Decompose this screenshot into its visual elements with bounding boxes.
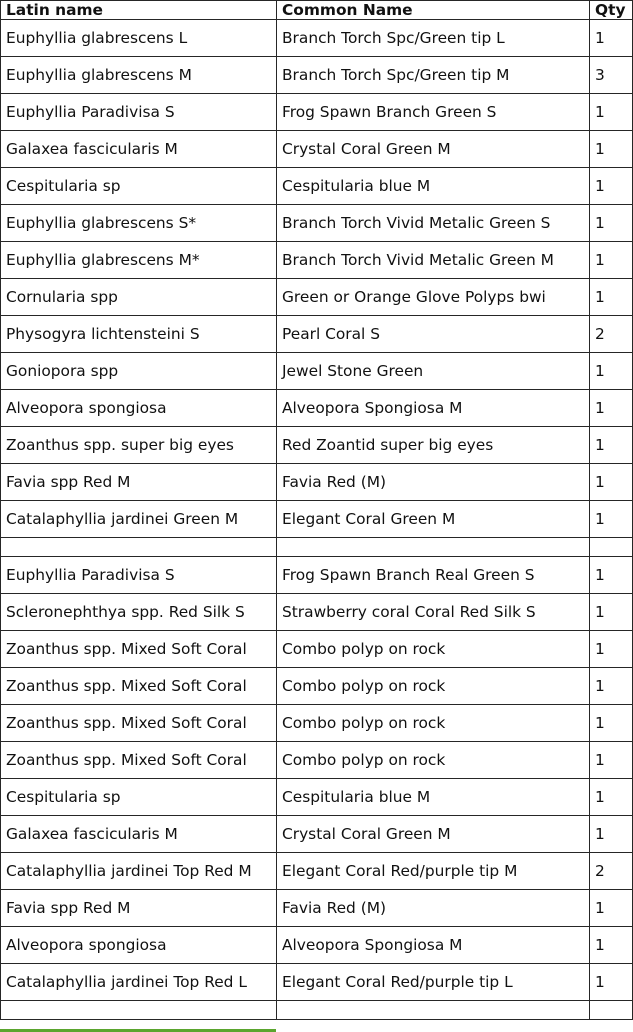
table-row	[1, 20, 633, 57]
table-row	[1, 594, 633, 631]
qty-cell[interactable]: 1	[590, 668, 633, 705]
qty-cell[interactable]: 1	[590, 631, 633, 668]
table-row	[1, 557, 633, 594]
table-row	[1, 668, 633, 705]
qty-cell[interactable]: 1	[590, 964, 633, 1001]
qty-cell[interactable]: 1	[590, 816, 633, 853]
common-name-cell[interactable]: Frog Spawn Branch Real Green S	[277, 557, 590, 594]
header-row	[1, 1, 633, 20]
latin-name-cell[interactable]: Catalaphyllia jardinei Green M	[1, 501, 277, 538]
latin-name-cell[interactable]: Euphyllia glabrescens L	[1, 20, 277, 57]
latin-name-cell[interactable]: Alveopora spongiosa	[1, 927, 277, 964]
qty-cell[interactable]: 1	[590, 20, 633, 57]
table-row	[1, 964, 633, 1001]
latin-name-cell[interactable]: Goniopora spp	[1, 353, 277, 390]
table-row	[1, 816, 633, 853]
qty-cell[interactable]: 1	[590, 779, 633, 816]
header-qty[interactable]: Qty	[590, 1, 633, 20]
common-name-cell[interactable]: Crystal Coral Green M	[277, 131, 590, 168]
common-name-cell[interactable]: Favia Red (M)	[277, 890, 590, 927]
common-name-cell[interactable]: Green or Orange Glove Polyps bwi	[277, 279, 590, 316]
latin-name-cell[interactable]	[1, 538, 277, 557]
common-name-cell[interactable]	[277, 1001, 590, 1020]
qty-cell[interactable]: 1	[590, 464, 633, 501]
common-name-cell[interactable]: Cespitularia blue M	[277, 779, 590, 816]
common-name-cell[interactable]: Favia Red (M)	[277, 464, 590, 501]
table-row	[1, 353, 633, 390]
common-name-cell[interactable]: Combo polyp on rock	[277, 705, 590, 742]
table-row	[1, 205, 633, 242]
header-latin-name[interactable]: Latin name	[1, 1, 277, 20]
latin-name-cell[interactable]: Zoanthus spp. Mixed Soft Coral	[1, 742, 277, 779]
table-row	[1, 94, 633, 131]
qty-cell[interactable]: 1	[590, 705, 633, 742]
common-name-cell[interactable]: Pearl Coral S	[277, 316, 590, 353]
table-row	[1, 538, 633, 557]
latin-name-cell[interactable]: Euphyllia Paradivisa S	[1, 557, 277, 594]
table-row	[1, 853, 633, 890]
common-name-cell[interactable]: Combo polyp on rock	[277, 742, 590, 779]
table-row	[1, 131, 633, 168]
common-name-cell[interactable]: Branch Torch Spc/Green tip M	[277, 57, 590, 94]
qty-cell[interactable]: 1	[590, 890, 633, 927]
common-name-cell[interactable]: Alveopora Spongiosa M	[277, 390, 590, 427]
table-row	[1, 242, 633, 279]
table-row	[1, 631, 633, 668]
qty-cell[interactable]: 2	[590, 316, 633, 353]
qty-cell[interactable]: 1	[590, 131, 633, 168]
common-name-cell[interactable]: Branch Torch Vivid Metalic Green M	[277, 242, 590, 279]
latin-name-cell[interactable]: Euphyllia glabrescens M	[1, 57, 277, 94]
table-row	[1, 890, 633, 927]
latin-name-cell[interactable]: Euphyllia glabrescens S*	[1, 205, 277, 242]
table-row	[1, 316, 633, 353]
qty-cell[interactable]	[590, 538, 633, 557]
qty-cell[interactable]: 1	[590, 557, 633, 594]
common-name-cell[interactable]: Frog Spawn Branch Green S	[277, 94, 590, 131]
qty-cell[interactable]: 1	[590, 205, 633, 242]
table-row	[1, 427, 633, 464]
common-name-cell[interactable]: Cespitularia blue M	[277, 168, 590, 205]
latin-name-cell[interactable]: Alveopora spongiosa	[1, 390, 277, 427]
latin-name-cell[interactable]: Cornularia spp	[1, 279, 277, 316]
common-name-cell[interactable]: Elegant Coral Green M	[277, 501, 590, 538]
header-common-name[interactable]: Common Name	[277, 1, 590, 20]
common-name-cell[interactable]: Combo polyp on rock	[277, 668, 590, 705]
qty-cell[interactable]: 1	[590, 927, 633, 964]
latin-name-cell[interactable]: Favia spp Red M	[1, 464, 277, 501]
table-row	[1, 501, 633, 538]
latin-name-cell[interactable]: Catalaphyllia jardinei Top Red M	[1, 853, 277, 890]
latin-name-cell[interactable]: Physogyra lichtensteini S	[1, 316, 277, 353]
table-row	[1, 279, 633, 316]
common-name-cell[interactable]	[277, 538, 590, 557]
latin-name-cell[interactable]: Zoanthus spp. super big eyes	[1, 427, 277, 464]
table-row	[1, 464, 633, 501]
latin-name-cell[interactable]: Galaxea fascicularis M	[1, 131, 277, 168]
table-body	[1, 20, 633, 1020]
table-row	[1, 705, 633, 742]
latin-name-cell[interactable]: Zoanthus spp. Mixed Soft Coral	[1, 668, 277, 705]
table-row	[1, 390, 633, 427]
common-name-cell[interactable]: Strawberry coral Coral Red Silk S	[277, 594, 590, 631]
qty-cell[interactable]	[590, 1001, 633, 1020]
qty-cell[interactable]: 1	[590, 279, 633, 316]
table-row	[1, 779, 633, 816]
latin-name-cell[interactable]: Euphyllia Paradivisa S	[1, 94, 277, 131]
latin-name-cell[interactable]: Zoanthus spp. Mixed Soft Coral	[1, 631, 277, 668]
qty-cell[interactable]: 1	[590, 594, 633, 631]
qty-cell[interactable]: 1	[590, 427, 633, 464]
latin-name-cell[interactable]: Favia spp Red M	[1, 890, 277, 927]
latin-name-cell[interactable]: Scleronephthya spp. Red Silk S	[1, 594, 277, 631]
common-name-cell[interactable]: Alveopora Spongiosa M	[277, 927, 590, 964]
table-row	[1, 168, 633, 205]
qty-cell[interactable]: 1	[590, 501, 633, 538]
table-row	[1, 742, 633, 779]
latin-name-cell[interactable]: Catalaphyllia jardinei Top Red L	[1, 964, 277, 1001]
latin-name-cell[interactable]	[1, 1001, 277, 1020]
common-name-cell[interactable]: Branch Torch Spc/Green tip L	[277, 20, 590, 57]
qty-cell[interactable]: 3	[590, 57, 633, 94]
qty-cell[interactable]: 2	[590, 853, 633, 890]
table-row	[1, 927, 633, 964]
common-name-cell[interactable]: Crystal Coral Green M	[277, 816, 590, 853]
common-name-cell[interactable]: Combo polyp on rock	[277, 631, 590, 668]
table-row	[1, 1001, 633, 1020]
latin-name-cell[interactable]: Cespitularia sp	[1, 168, 277, 205]
latin-name-cell[interactable]: Cespitularia sp	[1, 779, 277, 816]
common-name-cell[interactable]: Red Zoantid super big eyes	[277, 427, 590, 464]
common-name-cell[interactable]: Elegant Coral Red/purple tip L	[277, 964, 590, 1001]
qty-cell[interactable]: 1	[590, 168, 633, 205]
common-name-cell[interactable]: Branch Torch Vivid Metalic Green S	[277, 205, 590, 242]
qty-cell[interactable]: 1	[590, 94, 633, 131]
latin-name-cell[interactable]: Zoanthus spp. Mixed Soft Coral	[1, 705, 277, 742]
qty-cell[interactable]: 1	[590, 242, 633, 279]
common-name-cell[interactable]: Jewel Stone Green	[277, 353, 590, 390]
qty-cell[interactable]: 1	[590, 742, 633, 779]
table-row	[1, 57, 633, 94]
qty-cell[interactable]: 1	[590, 390, 633, 427]
qty-cell[interactable]: 1	[590, 353, 633, 390]
latin-name-cell[interactable]: Galaxea fascicularis M	[1, 816, 277, 853]
common-name-cell[interactable]: Elegant Coral Red/purple tip M	[277, 853, 590, 890]
latin-name-cell[interactable]: Euphyllia glabrescens M*	[1, 242, 277, 279]
